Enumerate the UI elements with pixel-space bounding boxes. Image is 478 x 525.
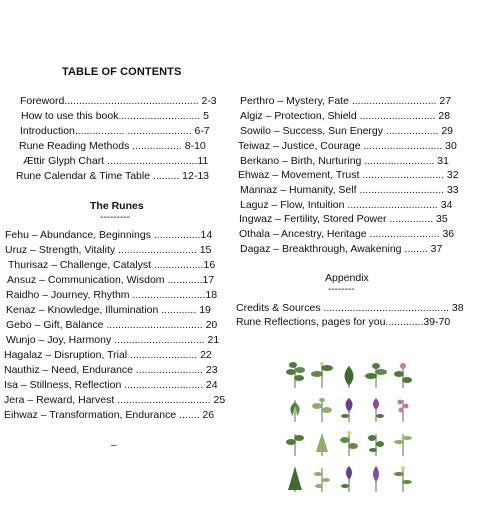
toc-entry-kenaz[interactable]: Kenaz – Knowledge, Illumination ............ 19 [6, 304, 211, 316]
herb-9-icon [373, 398, 384, 422]
herb-8-icon [341, 398, 353, 422]
herb-5-icon [394, 363, 412, 388]
toc-entry-credits[interactable]: Credits & Sources ........................................... 38 [236, 302, 464, 314]
herb-14-icon [368, 434, 384, 456]
toc-entry-othala[interactable]: Othala – Ancestry, Heritage ........................ 36 [239, 228, 455, 240]
herb-grid-svg [281, 360, 419, 500]
toc-entry-hagalaz[interactable]: Hagalaz – Disruption, Trial ....................... 22 [4, 349, 212, 361]
stray-dash-mark: – [111, 440, 117, 451]
toc-entry-mannaz[interactable]: Mannaz – Humanity, Self ............................. 33 [240, 184, 459, 196]
toc-entry-dagaz[interactable]: Dagaz – Breakthrough, Awakening ........ 37 [240, 243, 443, 255]
toc-entry-gebo[interactable]: Gebo – Gift, Balance ................................. 20 [6, 319, 218, 331]
herb-illustration [281, 360, 419, 500]
toc-entry-uruz[interactable]: Uruz – Strength, Vitality ........................... 15 [5, 244, 212, 256]
toc-entry-calendar[interactable]: Rune Calendar & Time Table ......... 12-13 [16, 170, 209, 182]
toc-entry-berkano[interactable]: Berkano – Birth, Nurturing ........................ 31 [240, 155, 449, 167]
toc-entry-thurisaz[interactable]: Thurisaz – Challenge, Catalyst .................16 [8, 259, 216, 271]
herb-13-icon [340, 431, 358, 456]
herb-20-icon [394, 466, 412, 492]
herb-7-icon [312, 398, 332, 422]
herb-10-icon [398, 400, 409, 423]
toc-entry-raidho[interactable]: Raidho – Journey, Rhythm .........................18 [6, 289, 218, 301]
toc-entry-jera[interactable]: Jera – Reward, Harvest ................................ 25 [4, 394, 226, 406]
herb-12-icon [316, 434, 328, 456]
toc-entry-perthro[interactable]: Perthro – Mystery, Fate ............................. 27 [240, 95, 452, 107]
toc-entry-isa[interactable]: Isa – Stillness, Reflection ........................... 24 [4, 379, 218, 391]
toc-entry-algiz[interactable]: Algiz – Protection, Shield .......................... 28 [240, 110, 451, 122]
herb-2-icon [311, 362, 333, 388]
toc-entry-reflections[interactable]: Rune Reflections, pages for you.............39-70 [236, 316, 451, 328]
runes-heading: The Runes [90, 200, 144, 212]
toc-entry-ingwaz[interactable]: Ingwaz – Fertility, Stored Power ............... 35 [239, 213, 448, 225]
herb-4-icon [365, 363, 387, 388]
toc-entry-laguz[interactable]: Laguz – Flow, Intuition ............................... 34 [240, 199, 453, 211]
herb-16-icon [288, 466, 302, 492]
herb-15-icon [394, 434, 412, 456]
toc-entry-foreword[interactable]: Foreword.............................................. 2-3 [20, 95, 217, 107]
toc-title: TABLE OF CONTENTS [62, 66, 182, 78]
toc-entry-ehwaz[interactable]: Ehwaz – Movement, Trust ............................ 32 [238, 169, 459, 181]
toc-entry-nauthiz[interactable]: Nauthiz – Need, Endurance ....................... 23 [4, 364, 218, 376]
herb-1-icon [286, 362, 305, 388]
herb-19-icon [373, 466, 379, 492]
herb-17-icon [314, 468, 330, 492]
herb-6-icon [290, 400, 299, 422]
appendix-divider: -------- [328, 284, 355, 295]
toc-entry-eihwaz[interactable]: Eihwaz – Transformation, Endurance ....... 26 [4, 409, 215, 421]
toc-entry-sowilo[interactable]: Sowilo – Success, Sun Energy .................. 29 [240, 125, 454, 137]
toc-entry-fehu[interactable]: Fehu – Abundance, Beginnings ................14 [5, 229, 213, 241]
toc-entry-ansuz[interactable]: Ansuz – Communication, Wisdom ............17 [7, 274, 215, 286]
herb-18-icon [341, 466, 352, 492]
toc-entry-wunjo[interactable]: Wunjo – Joy, Harmony ............................... 21 [6, 334, 220, 346]
appendix-heading: Appendix [325, 272, 369, 284]
toc-entry-teiwaz[interactable]: Teiwaz – Justice, Courage ........................... 30 [238, 140, 457, 152]
toc-entry-reading-methods[interactable]: Rune Reading Methods ................. 8-10 [19, 140, 206, 152]
herb-3-icon [345, 366, 354, 388]
toc-entry-glyph-chart[interactable]: Ættir Glyph Chart ...............................11 [23, 155, 209, 167]
herb-11-icon [286, 434, 304, 456]
toc-entry-introduction[interactable]: Introduction................. ...................... 6-7 [20, 125, 210, 137]
runes-divider: --------- [100, 212, 130, 223]
toc-entry-how-to-use[interactable]: How to use this book............................ 5 [21, 110, 209, 122]
